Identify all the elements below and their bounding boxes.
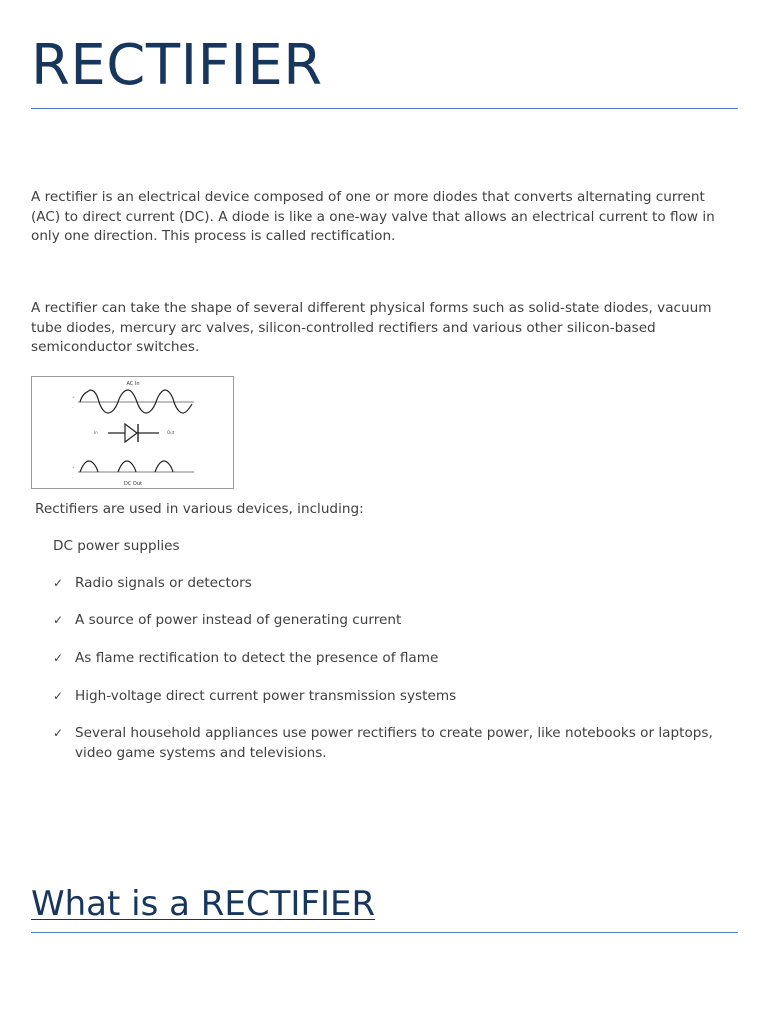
list-item [53,648,743,668]
section-heading: What is a RECTIFIER [31,884,376,924]
checkmark-icon: ✓ [53,726,64,740]
list-item [53,610,743,630]
checkmark-icon: ✓ [53,689,64,703]
list-item-text: Several household appliances use power rectifiers to create power, like notebooks or laptops, video game systems and televisions. [75,725,713,761]
rectifier-diagram-svg [32,377,233,488]
ac-label: AC In [126,381,140,387]
list-item-text: High-voltage direct current power transmission systems [75,688,457,704]
intro-paragraph: A rectifier is an electrical device composed of one or more diodes that converts alternating current (AC) to direct current (DC). A diode is like a one-way valve that allows an electrical current to flow in only one direction. This process is called rectification. [31,189,715,245]
title-divider [31,108,738,109]
uses-intro: Rectifiers are used in various devices, including: [35,501,364,517]
forms-paragraph: A rectifier can take the shape of several different physical forms such as solid-state diodes, vacuum tube diodes, mercury arc valves, silicon-controlled rectifiers and various other silicon-based semiconductor switches. [31,300,712,356]
list-item [53,723,743,763]
out-label: Out [167,430,175,435]
list-item-text: A source of power instead of generating current [75,612,402,628]
ac-sine-wave [80,390,192,413]
dc-plus-mark: + [72,465,75,469]
dc-label: DC Out [124,481,142,487]
checkmark-icon: ✓ [53,651,64,665]
dc-minus-mark: - [72,475,74,479]
uses-first-item: DC power supplies [53,538,180,554]
diode-symbol [108,424,159,442]
in-label: In [94,430,98,435]
checkmark-icon: ✓ [53,613,64,627]
list-item-text: Radio signals or detectors [75,575,252,591]
page-title: RECTIFIER [31,33,323,98]
checkmark-icon: ✓ [53,576,64,590]
rectifier-diagram [31,376,234,489]
list-item [53,686,743,706]
dc-half-wave [80,461,173,472]
ac-plus-mark: + [72,395,75,399]
ac-minus-mark: - [72,405,74,409]
list-item-text: As flame rectification to detect the presence of flame [75,650,439,666]
section-divider [31,932,738,933]
list-item [53,573,743,593]
